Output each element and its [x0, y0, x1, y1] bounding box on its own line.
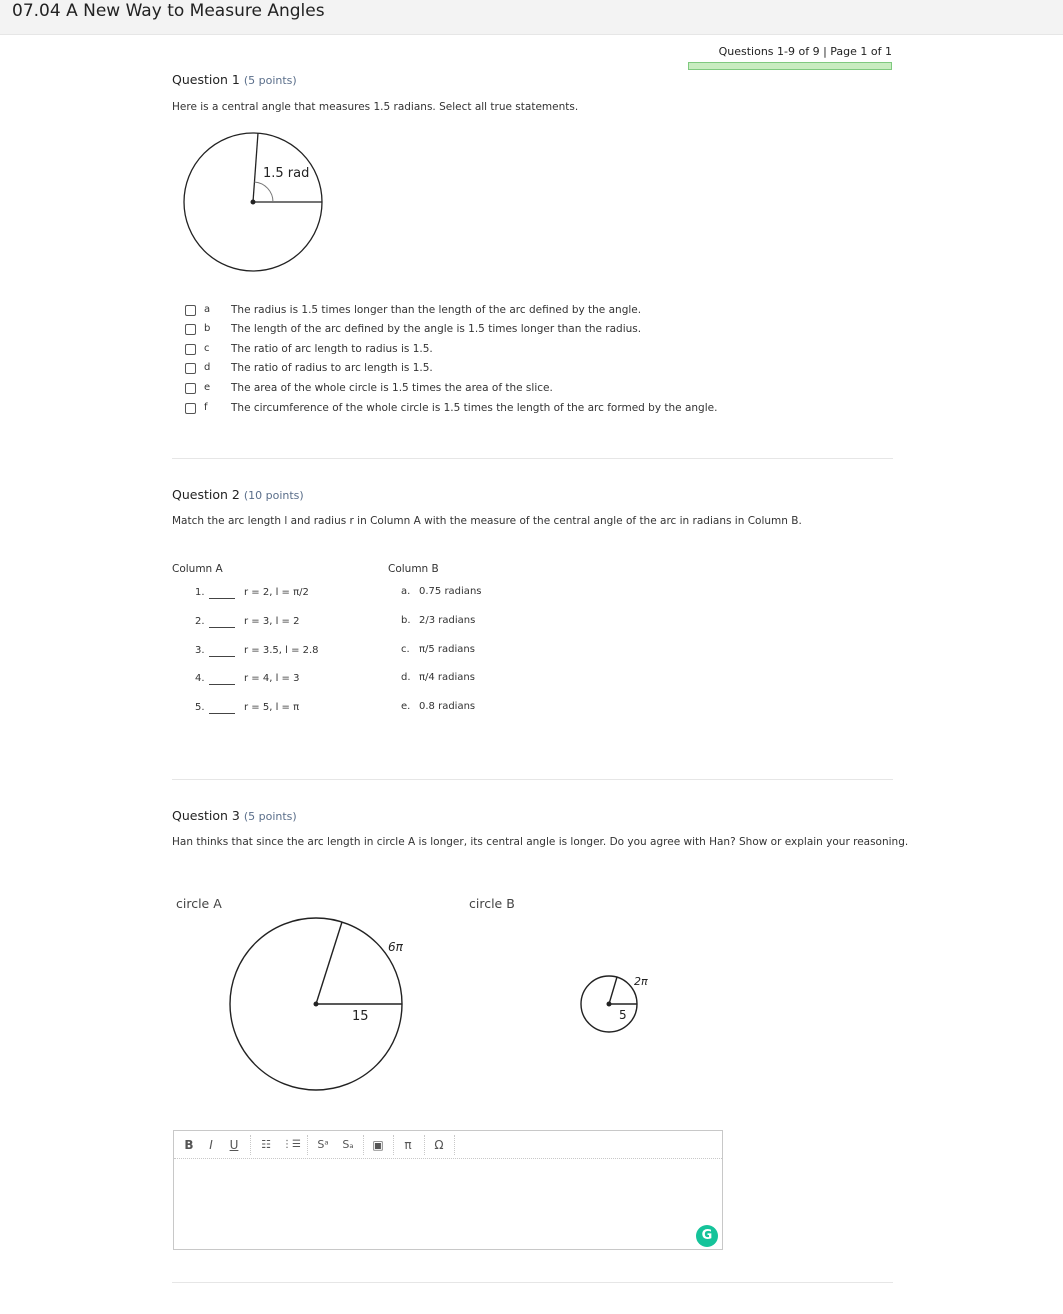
choice-letter: d [204, 362, 211, 373]
circle-a-label: circle A [176, 896, 222, 911]
match-row [0, 587, 1063, 607]
question-points: (10 points) [243, 489, 304, 502]
match-answer-blank[interactable] [209, 616, 235, 628]
choice-letter: b [204, 323, 211, 334]
match-answer-blank[interactable] [209, 702, 235, 714]
circle-b-radius-angled [609, 977, 617, 1004]
choice-checkbox[interactable] [185, 344, 196, 355]
choice-text: The ratio of arc length to radius is 1.5. [231, 343, 433, 355]
divider [172, 458, 893, 459]
choice-letter: e [204, 382, 211, 393]
column-b-letter: b. [401, 615, 411, 626]
q1-angle-figure [176, 128, 336, 278]
question-title-text: Question 3 [172, 808, 240, 823]
column-b-letter: e. [401, 701, 411, 712]
page-title: 07.04 A New Way to Measure Angles [12, 1, 325, 21]
match-expression: r = 5, l = π [244, 702, 300, 713]
bold-button[interactable]: B [184, 1138, 194, 1152]
q1-center-point [251, 200, 256, 205]
match-answer-blank[interactable] [209, 587, 235, 599]
q1-angle-arc [254, 182, 273, 202]
grammarly-icon[interactable]: G [696, 1225, 718, 1247]
editor-toolbar [174, 1131, 722, 1159]
column-b-value: π/4 radians [419, 672, 475, 683]
column-b-value: 2/3 radians [419, 615, 476, 626]
question-3-text: Han thinks that since the arc length in circle A is longer, its central angle is longer. Do you agree with Han? Show or explain your reasoning. [172, 836, 909, 848]
question-title-text: Question 1 [172, 72, 240, 87]
match-expression: r = 2, l = π/2 [244, 587, 309, 598]
column-b-letter: d. [401, 672, 411, 683]
circle-b-arc-label: 2π [634, 975, 648, 988]
page-indicator: Questions 1-9 of 9 | Page 1 of 1 [718, 45, 892, 58]
toolbar-separator [424, 1135, 425, 1155]
toolbar-separator [250, 1135, 251, 1155]
title-bar [0, 0, 1063, 35]
question-points: (5 points) [243, 74, 297, 87]
bullet-list-icon[interactable]: ☷ [261, 1138, 271, 1151]
match-expression: r = 4, l = 3 [244, 673, 300, 684]
italic-button[interactable]: I [209, 1138, 213, 1152]
toolbar-separator [307, 1135, 308, 1155]
column-a-header: Column A [172, 563, 223, 575]
match-number: 3. [195, 645, 205, 656]
numbered-list-icon[interactable]: ⋮☰ [282, 1139, 301, 1150]
choice-text: The circumference of the whole circle is 1.5 times the length of the arc formed by the angle. [231, 402, 718, 414]
toolbar-separator [363, 1135, 364, 1155]
match-row [0, 702, 1063, 722]
match-row [0, 673, 1063, 693]
match-expression: r = 3.5, l = 2.8 [244, 645, 319, 656]
underline-button[interactable]: U [229, 1138, 239, 1152]
choice-checkbox[interactable] [185, 403, 196, 414]
match-answer-blank[interactable] [209, 673, 235, 685]
column-b-value: 0.8 radians [419, 701, 476, 712]
question-points: (5 points) [243, 810, 297, 823]
choice-checkbox[interactable] [185, 363, 196, 374]
choice-text: The area of the whole circle is 1.5 times the area of the slice. [231, 382, 553, 394]
toolbar-separator [454, 1135, 455, 1155]
question-2-title [172, 487, 304, 502]
match-expression: r = 3, l = 2 [244, 616, 300, 627]
image-icon[interactable]: ▣ [372, 1138, 384, 1152]
column-b-letter: c. [401, 644, 410, 655]
divider [172, 1282, 893, 1283]
choice-checkbox[interactable] [185, 305, 196, 316]
question-2-text: Match the arc length l and radius r in Column A with the measure of the central angle of the arc in radians in Column B. [172, 515, 802, 527]
circle-a-radius-angled [316, 922, 342, 1004]
omega-symbol-button[interactable]: Ω [434, 1138, 444, 1152]
toolbar-separator [393, 1135, 394, 1155]
circle-a-radius-label: 15 [352, 1009, 369, 1024]
circle-a-center [314, 1002, 319, 1007]
column-b-value: 0.75 radians [419, 586, 482, 597]
match-answer-blank[interactable] [209, 645, 235, 657]
q1-radius-angled [253, 133, 258, 202]
choice-text: The radius is 1.5 times longer than the length of the arc defined by the angle. [231, 304, 642, 316]
column-b-value: π/5 radians [419, 644, 475, 655]
choice-checkbox[interactable] [185, 324, 196, 335]
choice-letter: f [204, 402, 208, 413]
answer-editor[interactable] [173, 1130, 723, 1250]
question-title-text: Question 2 [172, 487, 240, 502]
divider [172, 779, 893, 780]
match-number: 1. [195, 587, 205, 598]
match-number: 2. [195, 616, 205, 627]
match-number: 5. [195, 702, 205, 713]
match-row [0, 616, 1063, 636]
circle-a-figure [220, 908, 420, 1098]
match-number: 4. [195, 673, 205, 684]
progress-bar [688, 62, 892, 70]
question-3-title [172, 808, 297, 823]
choice-text: The length of the arc defined by the angle is 1.5 times longer than the radius. [231, 323, 642, 335]
q1-angle-label: 1.5 rad [263, 166, 310, 181]
circle-b-label: circle B [469, 896, 515, 911]
superscript-button[interactable]: Sᵃ [317, 1138, 329, 1151]
progress-fill [689, 63, 891, 69]
choice-letter: a [204, 304, 211, 315]
choice-letter: c [204, 343, 210, 354]
choice-text: The ratio of radius to arc length is 1.5. [231, 362, 433, 374]
column-b-header: Column B [388, 563, 439, 575]
subscript-button[interactable]: Sₐ [342, 1138, 354, 1151]
column-b-letter: a. [401, 586, 411, 597]
circle-a-arc-label: 6π [388, 940, 403, 954]
choice-checkbox[interactable] [185, 383, 196, 394]
pi-symbol-button[interactable]: π [404, 1138, 412, 1152]
question-1-text: Here is a central angle that measures 1.5 radians. Select all true statements. [172, 101, 579, 113]
circle-b-center [607, 1002, 612, 1007]
circle-b-figure [572, 966, 662, 1041]
circle-b-radius-label: 5 [619, 1008, 627, 1022]
match-row [0, 645, 1063, 665]
question-1-title [172, 72, 297, 87]
